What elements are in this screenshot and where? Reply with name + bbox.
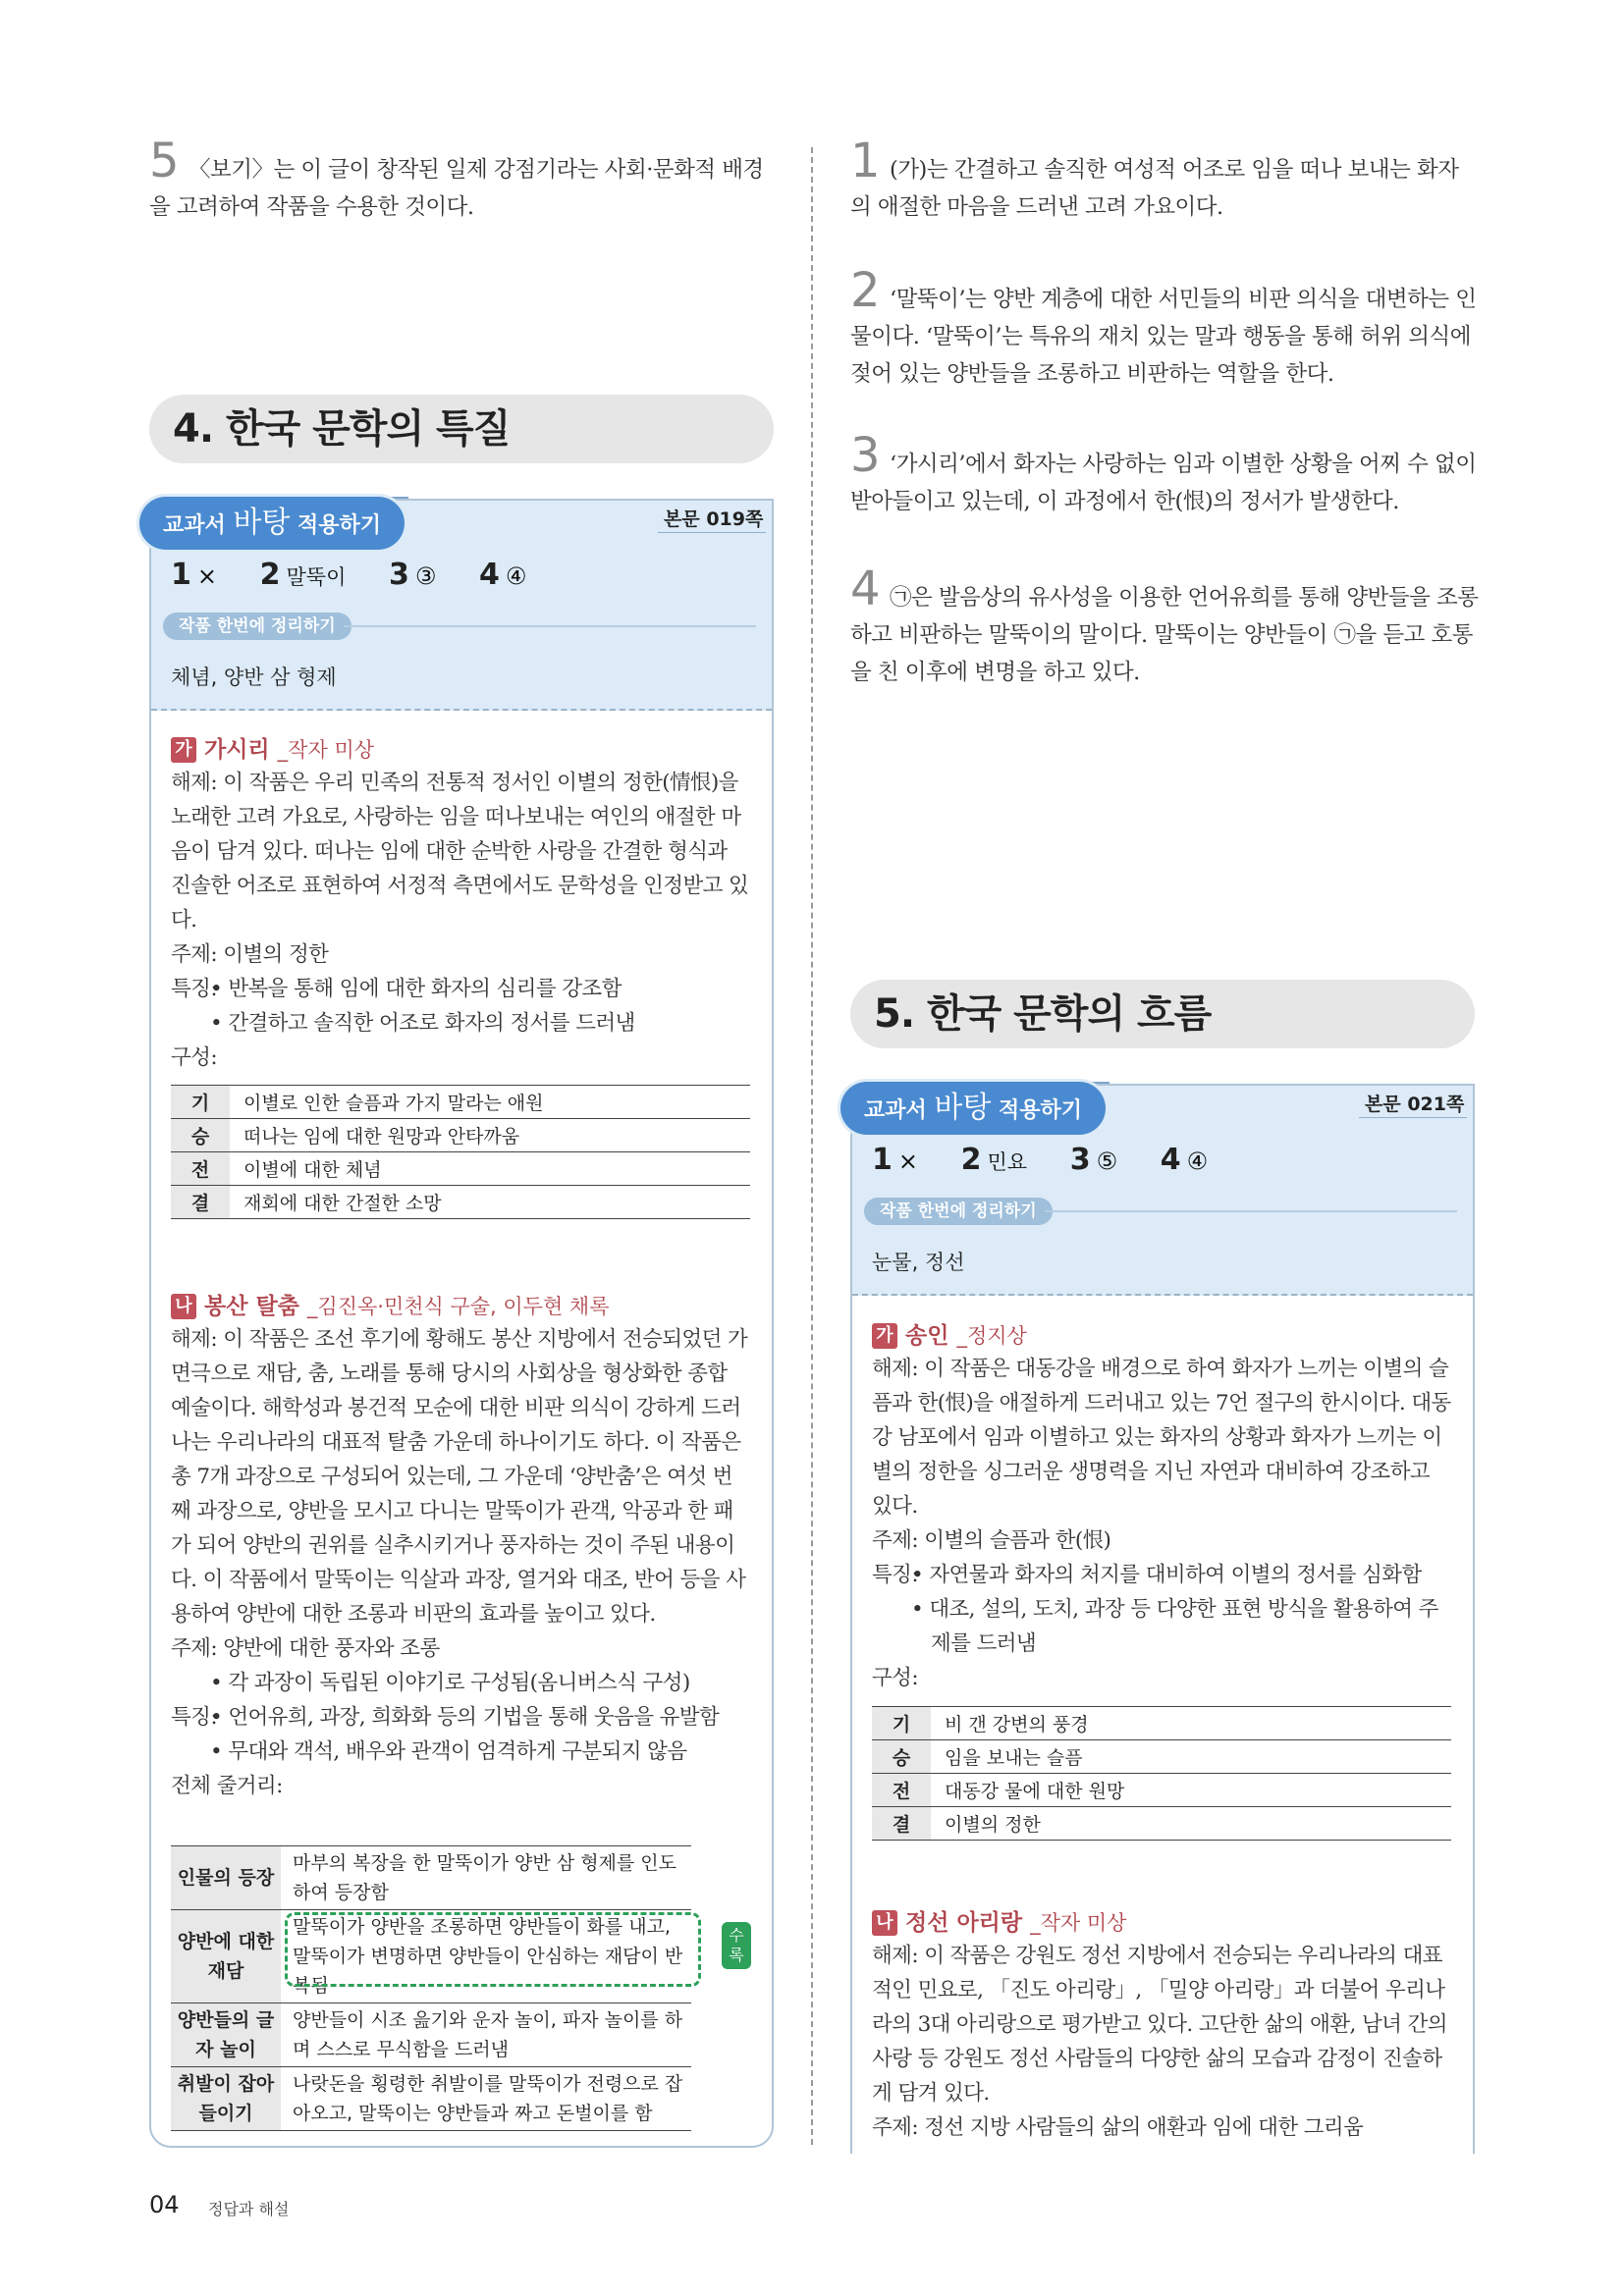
- features-label: 특징:: [171, 977, 217, 1001]
- work-title: 가시리: [204, 737, 270, 763]
- features-label: 특징:: [171, 1705, 217, 1730]
- explanation: 해제: 이 작품은 조선 후기에 황해도 봉산 지방에서 전승되었던 가면극으로 재담, 춤, 노래를 통해 당시의 사회상을 형상화한 종합 예술이다. 해학성과 봉건적 모순에 대한 비판 의식이 강하게 드러나는 우리나라의 대표적 탈춤 가운데 하나이기도 하다. 이 작품은 총 7개 과장으로 구성되어 있는데, 그 가운데 ‘양반춤’은 여섯 번째 과장으로, 양반을 모시고 다니는 말뚝이가 관객, 악공과 한 패가 되어 양반의 권위를 실추시키거나 풍자하는 것이 주된 내용이다. 이 작품에서 말뚝이는 익살과 과장, 열거와 대조, 반어 등을 사용하여 양반에 대한 조롱과 비판의 효과를 높이고 있다.: [171, 1327, 748, 1627]
- included-tag: 수록: [722, 1922, 751, 1969]
- table-row: 기 이별로 인한 슬픔과 가지 말라는 애원: [171, 1086, 750, 1119]
- question-text: ‘말뚝이’는 양반 계층에 대한 서민들의 비판 의식을 대변하는 인물이다. ‘말뚝이’는 특유의 재치 있는 말과 행동을 통해 허위 의식에 젖어 있는 양반들을 조롱하고 비판하는 역할을 한다.: [850, 287, 1477, 387]
- answer-3: 3 ③: [389, 558, 437, 592]
- work-heading-arirang: [872, 1904, 1126, 1937]
- structure-table-songin: [872, 1706, 1451, 1841]
- summary-label-line: [1045, 1210, 1457, 1212]
- question-text: (가)는 간결하고 솔직한 여성적 어조로 임을 떠나 보내는 화자의 애절한 마음을 드러낸 고려 가요이다.: [850, 157, 1459, 220]
- work-author: _김진옥·민천식 구술, 이두현 채록: [306, 1295, 610, 1318]
- question-number: 1: [850, 133, 881, 188]
- summary-text: 눈물, 정선: [872, 1251, 965, 1274]
- table-row: 인물의 등장 마부의 복장을 한 말뚝이가 양반 삼 형제를 인도하여 등장함: [171, 1846, 691, 1910]
- feature-item: • 무대와 객석, 배우와 관객이 엄격하게 구분되지 않음: [210, 1739, 687, 1764]
- section-title-4: 4. 한국 문학의 특질: [149, 395, 774, 463]
- answer-row: [171, 558, 562, 592]
- table-row: 기 비 갠 강변의 풍경: [872, 1707, 1451, 1740]
- table-row: 전 이별에 대한 체념: [171, 1152, 750, 1186]
- plot-label: 전체 줄거리:: [171, 1774, 283, 1798]
- answer-3: 3 ⑤: [1069, 1143, 1118, 1177]
- question-number: 4: [850, 561, 881, 616]
- question-2: [850, 263, 1479, 393]
- table-row: 결 재회에 대한 간절한 소망: [171, 1186, 750, 1219]
- answer-row: [872, 1143, 1243, 1177]
- feature-item: • 자연물과 화자의 처지를 대비하여 이별의 정서를 심화함: [911, 1563, 1422, 1587]
- column-divider: [811, 147, 813, 2145]
- answer-2: 2 민요: [960, 1143, 1028, 1177]
- question-3: [850, 428, 1479, 520]
- work-title: 송인: [905, 1323, 949, 1349]
- question-text: ㉠은 발음상의 유사성을 이용한 언어유희를 통해 양반들을 조롱하고 비판하는 말뚝이의 말이다. 말뚝이는 양반들이 ㉠을 듣고 호통을 친 이후에 변명을 하고 있다.: [850, 585, 1479, 685]
- feature-item: • 간결하고 솔직한 어조로 화자의 정서를 드러냄: [210, 1011, 635, 1036]
- explanation: 해제: 이 작품은 대동강을 배경으로 하여 화자가 느끼는 이별의 슬픔과 한(恨)을 애절하게 드러내고 있는 7언 절구의 한시이다. 대동강 남포에서 임과 이별하고 있는 화자의 상황과 화자가 느끼는 이별의 정한을 싱그러운 생명력을 지닌 자연과 대비하여 강조하고 있다.: [872, 1357, 1451, 1519]
- work-description-songin: [872, 1352, 1451, 1695]
- question-number: 5: [149, 133, 180, 188]
- page-number: 04: [149, 2191, 180, 2218]
- section-title-5: 5. 한국 문학의 흐름: [850, 980, 1475, 1048]
- work-heading-bongsan: [171, 1288, 610, 1320]
- table-row: 전 대동강 물에 대한 원망: [872, 1774, 1451, 1807]
- question-text: ‘가시리’에서 화자는 사랑하는 임과 이별한 상황을 어찌 수 없이 받아들이고 있는데, 이 과정에서 한(恨)의 정서가 발생한다.: [850, 452, 1477, 514]
- table-row: 양반에 대한 재담 말뚝이가 양반을 조롱하면 양반들이 화를 내고, 말뚝이가 변명하면 양반들이 안심하는 재담이 반복됨: [171, 1910, 691, 2003]
- table-row: 승 임을 보내는 슬픔: [872, 1740, 1451, 1774]
- question-number: 3: [850, 428, 881, 483]
- table-row: 양반들의 글자 놀이 양반들이 시조 읊기와 운자 놀이, 파자 놀이를 하며 스스로 무식함을 드러냄: [171, 2003, 691, 2067]
- question-number: 2: [850, 263, 881, 318]
- question-5: [149, 133, 778, 226]
- features-label: 특징:: [872, 1563, 918, 1587]
- page-reference: 본문 019쪽: [664, 508, 764, 530]
- summary-label: 작품 한번에 정리하기: [163, 613, 352, 640]
- work-title: 정선 아리랑: [905, 1910, 1023, 1936]
- question-1: [850, 133, 1479, 226]
- question-text: 〈보기〉는 이 글이 창작된 일제 강점기라는 사회·문화적 배경을 고려하여 작품을 수용한 것이다.: [149, 157, 764, 220]
- work-mark: 가: [171, 737, 196, 763]
- answer-4: 4 ④: [479, 558, 527, 592]
- work-description-bongsan: [171, 1322, 750, 1803]
- table-row: 승 떠나는 임에 대한 원망과 안타까움: [171, 1119, 750, 1152]
- theme: 주제: 양반에 대한 풍자와 조롱: [171, 1636, 440, 1661]
- structure-label: 구성:: [171, 1045, 217, 1070]
- work-mark: 가: [872, 1323, 897, 1349]
- theme: 주제: 정선 지방 사람들의 삶의 애환과 임에 대한 그리움: [872, 2115, 1364, 2140]
- work-description-arirang: [872, 1939, 1451, 2145]
- work-author: _정지상: [956, 1324, 1027, 1348]
- textbook-badge: 교과서 바탕 적용하기: [840, 1082, 1106, 1135]
- work-mark: 나: [872, 1910, 897, 1936]
- work-mark: 나: [171, 1294, 196, 1319]
- work-description-gasiri: [171, 766, 750, 1075]
- answer-4: 4 ④: [1160, 1143, 1209, 1177]
- work-title: 봉산 탈춤: [204, 1294, 299, 1319]
- footer-label: 정답과 해설: [208, 2200, 290, 2218]
- feature-item: • 각 과장이 독립된 이야기로 구성됨(옴니버스식 구성): [210, 1671, 690, 1695]
- highlight-box: [285, 1912, 701, 1987]
- feature-item: • 반복을 통해 임에 대한 화자의 심리를 강조함: [210, 977, 622, 1001]
- answer-1: 1 ×: [171, 558, 217, 592]
- work-author: _작자 미상: [1030, 1911, 1127, 1935]
- explanation: 해제: 이 작품은 강원도 정선 지방에서 전승되는 우리나라의 대표적인 민요로, 「진도 아리랑」, 「밀양 아리랑」과 더불어 우리나라의 3대 아리랑으로 평가받고 있다. 고단한 삶의 애환, 남녀 간의 사랑 등 강원도 정선 사람들의 다양한 삶의 모습과 감정이 진솔하게 담겨 있다.: [872, 1944, 1447, 2106]
- structure-label: 구성:: [872, 1666, 918, 1690]
- explanation: 해제: 이 작품은 우리 민족의 전통적 정서인 이별의 정한(情恨)을 노래한 고려 가요로, 사랑하는 임을 떠나보내는 여인의 애절한 마음이 담겨 있다. 떠나는 임에 대한 순박한 사랑을 간결한 형식과 진솔한 어조로 표현하여 서정적 측면에서도 문학성을 인정받고 있다.: [171, 771, 749, 933]
- plot-table-bongsan: [171, 1845, 691, 2131]
- summary-label: 작품 한번에 정리하기: [864, 1198, 1053, 1225]
- summary-text: 체념, 양반 삼 형제: [171, 666, 337, 689]
- table-row: 취발이 잡아들이기 나랏돈을 횡령한 취발이를 말뚝이가 전령으로 잡아오고, 말뚝이는 양반들과 짜고 돈벌이를 함: [171, 2067, 691, 2131]
- summary-label-line: [344, 625, 756, 627]
- theme: 주제: 이별의 슬픔과 한(恨): [872, 1528, 1111, 1553]
- page-ref-underline: [658, 532, 766, 533]
- theme: 주제: 이별의 정한: [171, 942, 329, 967]
- work-author: _작자 미상: [277, 738, 374, 762]
- textbook-badge: 교과서 바탕 적용하기: [139, 497, 405, 550]
- work-heading-gasiri: [171, 731, 374, 764]
- page-ref-underline: [1359, 1117, 1467, 1118]
- answer-1: 1 ×: [872, 1143, 918, 1177]
- work-heading-songin: [872, 1317, 1027, 1350]
- table-row: 결 이별의 정한: [872, 1807, 1451, 1841]
- structure-table-gasiri: [171, 1085, 750, 1219]
- answer-2: 2 말뚝이: [259, 558, 347, 592]
- feature-item: • 언어유희, 과장, 희화화 등의 기법을 통해 웃음을 유발함: [210, 1705, 720, 1730]
- feature-item: • 대조, 설의, 도치, 과장 등 다양한 표현 방식을 활용하여 주제를 드러냄: [911, 1597, 1438, 1656]
- page-reference: 본문 021쪽: [1365, 1094, 1465, 1115]
- question-4: [850, 561, 1479, 691]
